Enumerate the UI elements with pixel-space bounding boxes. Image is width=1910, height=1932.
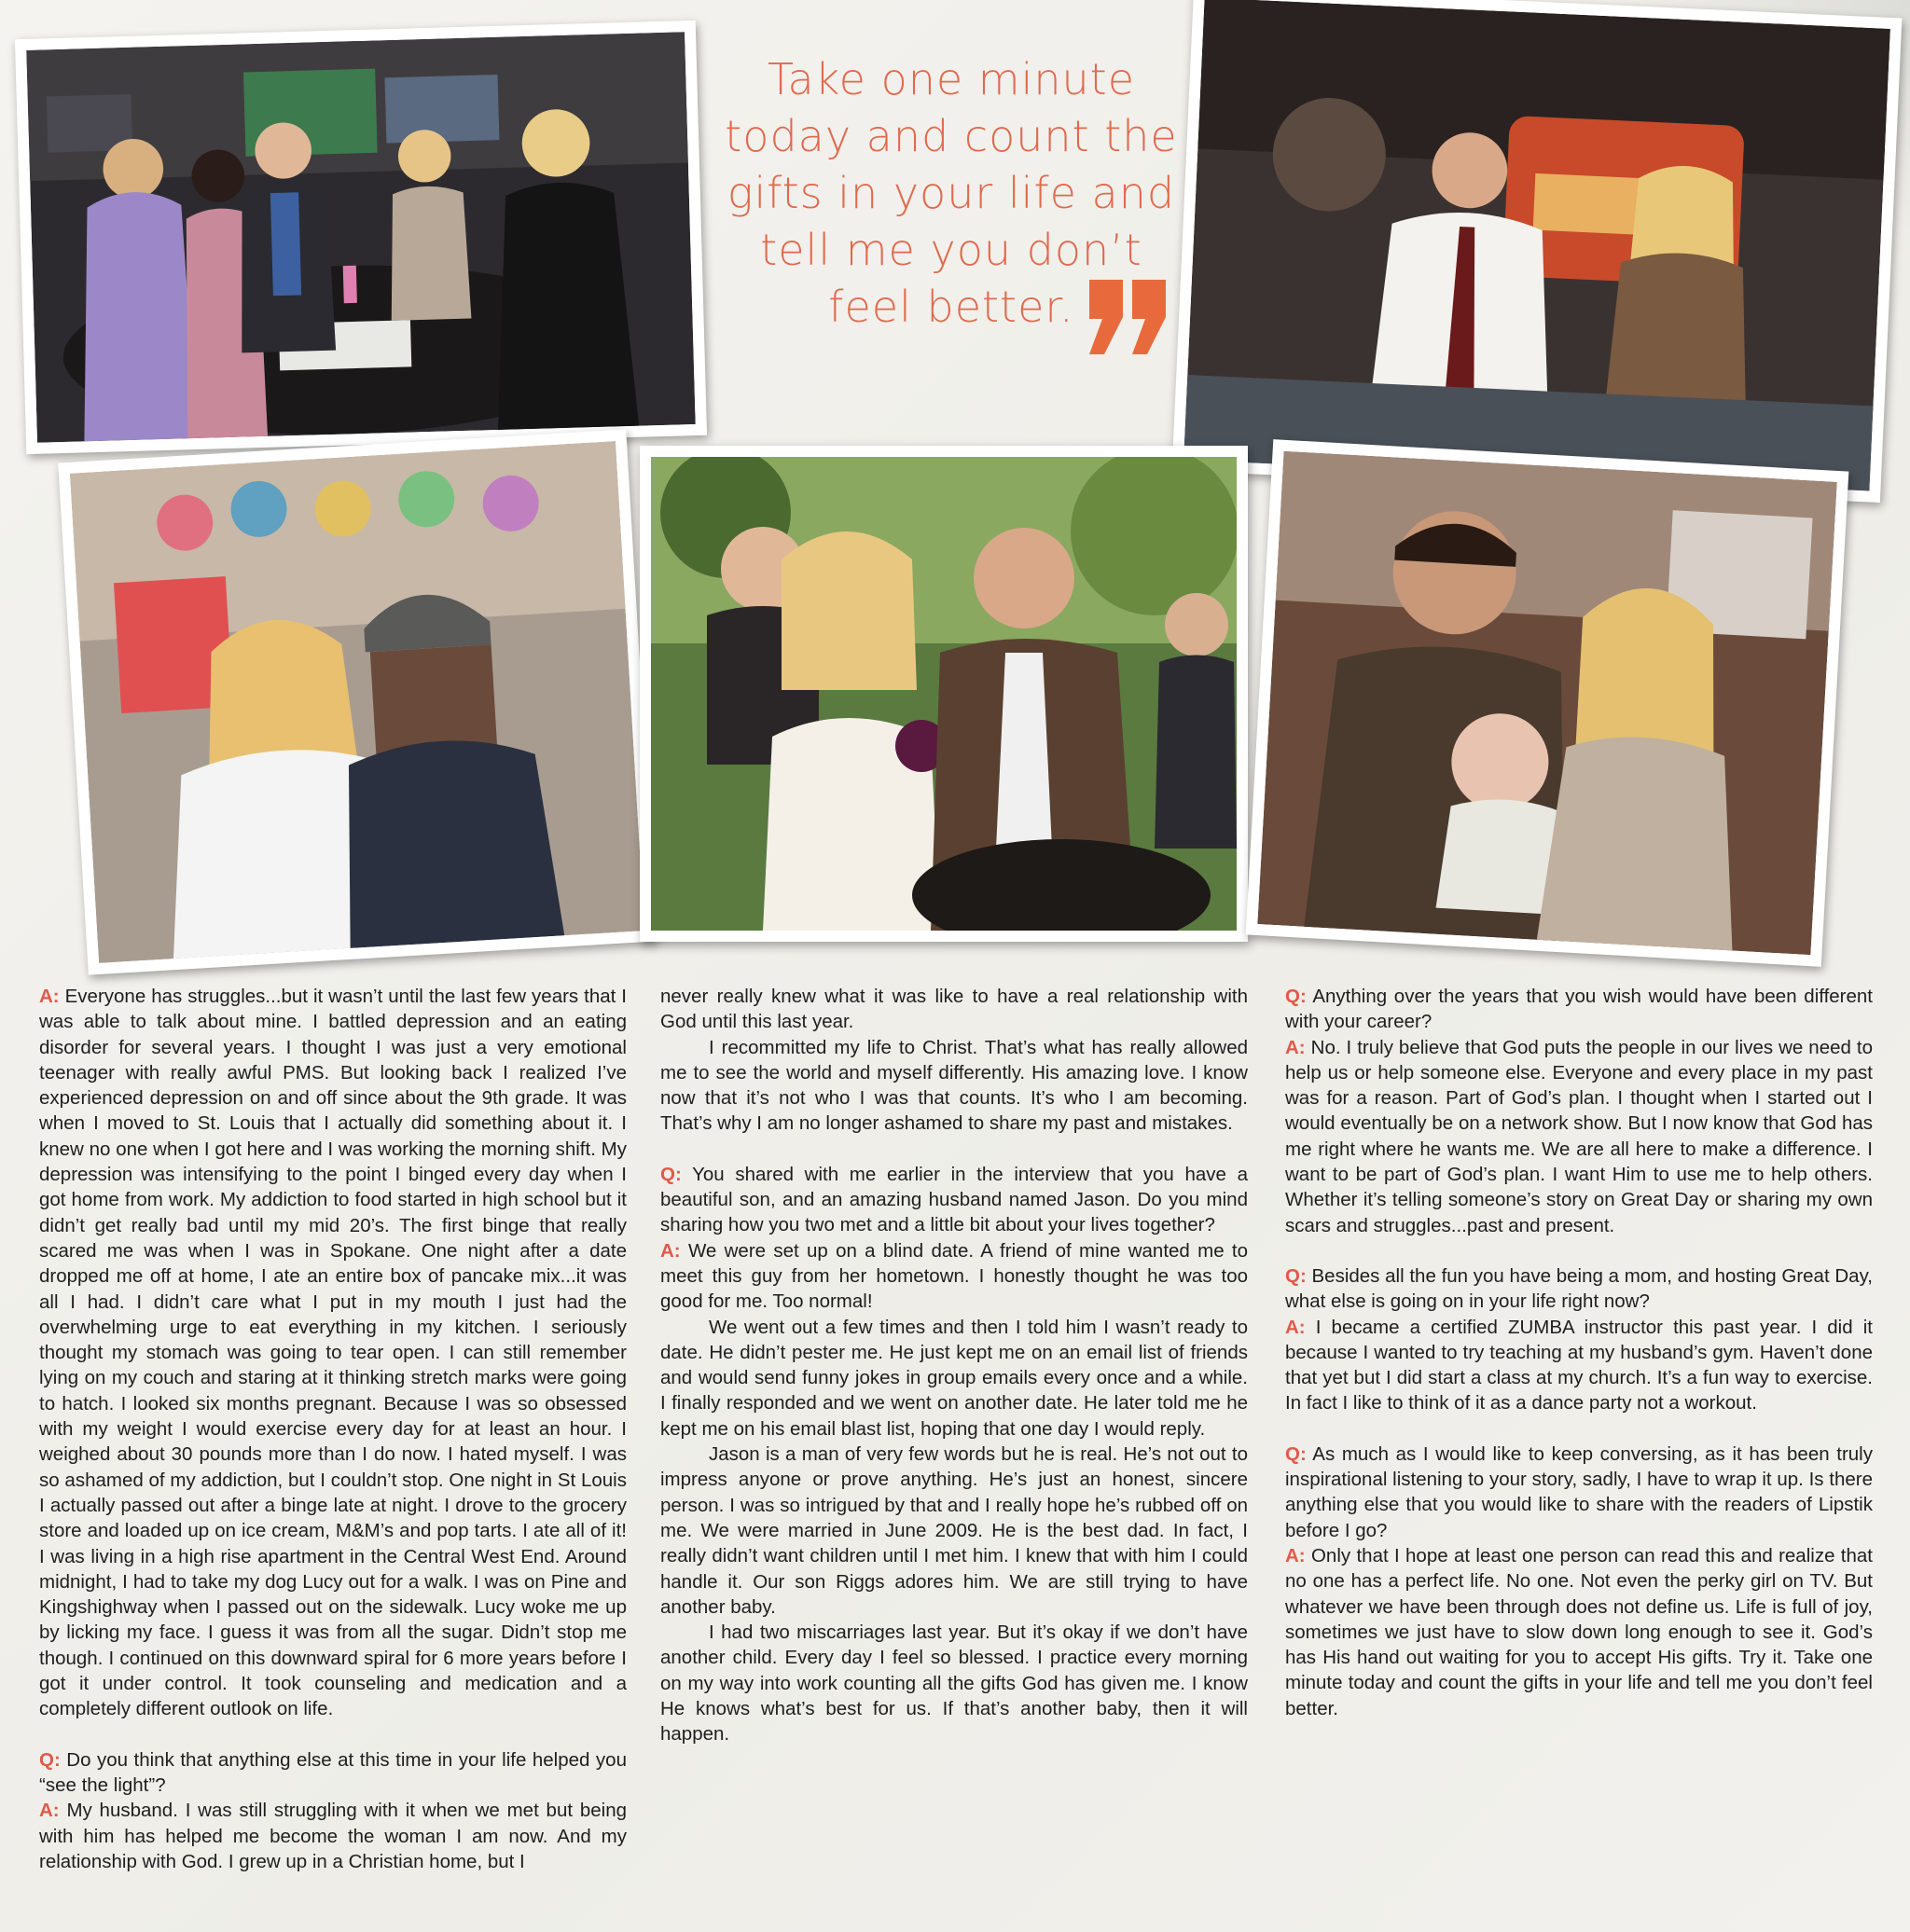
- answer-label: A:: [660, 1239, 681, 1262]
- body-paragraph: Jason is a man of very few words but he is real. He’s not out to impress anyone or prove anything. He’s just an honest, sincere person. I was so intrigued by that and I really hope he’s rubbed off on me. We were married in June 2009. He is the best dad. In fact, I really didn’t want children until I met him. I knew that with him I could handle it. Our son Riggs adores him. We are still trying to have another baby.: [660, 1443, 1248, 1618]
- body-paragraph: I recommitted my life to Christ. That’s what has really allowed me to see the world and myself differently. His amazing love. I know now that it’s not who I was that counts. It’s who I am becoming. That’s why I am no longer ashamed to share my past and mistakes.: [660, 1036, 1248, 1135]
- answer-text: Only that I hope at least one person can read this and realize that no one has a perfect life. No one. Not even the perky girl on TV. But whatever we have been through does not define us. Life is full of joy, sometimes we just have to slow down long enough to see it. God’s has His hand out waiting for you to accept His gifts. Try it. Take one minute today and count the gifts in your life and tell me you don’t feel better.: [1285, 1544, 1873, 1719]
- answer-label: A:: [39, 986, 60, 1007]
- body-paragraph: never really knew what it was like to have a real relationship with God until this last year.: [660, 986, 1248, 1033]
- answer-paragraph: [1285, 1035, 1873, 1238]
- answer-paragraph: [39, 984, 627, 1722]
- answer-text: I became a certified ZUMBA instructor this past year. I did it because I wanted to try teaching at my husband’s gym. Haven’t done that yet but I did start a class at my church. It’s a fun way to exercise. In fact I like to think of it as a dance party not a workout.: [1285, 1316, 1873, 1414]
- answer-paragraph: [1285, 1543, 1873, 1721]
- article-column-2: [660, 984, 1248, 1747]
- question-paragraph: [1285, 1263, 1873, 1315]
- answer-label: A:: [39, 1800, 60, 1822]
- question-label: Q:: [1285, 1442, 1307, 1465]
- question-label: Q:: [1285, 1264, 1307, 1287]
- answer-label: A:: [1285, 1036, 1306, 1058]
- question-text: Besides all the fun you have being a mom, and hosting Great Day, what else is going on in your life right now?: [1285, 1264, 1873, 1313]
- pull-quote-line: tell me you don’t: [760, 225, 1142, 275]
- pull-quote-line: Take one minute: [767, 54, 1136, 104]
- answer-text: No. I truly believe that God puts the people in our lives we need to help us or help someone else. Everyone and every place in my past was for a reason. Part of God’s plan. I thought when I started out I would eventually be on a network show. But I now know that God has me right where he wants me. We are all here to make a difference. I want to be part of God’s plan. I want Him to use me to help others. Whether it’s telling someone’s story on Great Day or sharing my own scars and struggles...past and present.: [1285, 1036, 1873, 1236]
- question-label: Q:: [39, 1748, 61, 1771]
- photo-family-with-baby: [1246, 439, 1849, 967]
- question-label: Q:: [1285, 986, 1307, 1007]
- closing-quote-icon: [1082, 280, 1175, 364]
- answer-paragraph: [39, 1798, 627, 1874]
- body-paragraph: We went out a few times and then I told him I wasn’t ready to date. He didn’t pester me. He just kept me on an email list of friends and would send funny jokes in group emails every once and a while. I finally responded and we went on another date. He later told me he kept me on his email blast list, hoping that one day I would reply.: [660, 1316, 1248, 1440]
- question-paragraph: [39, 1747, 627, 1799]
- photo-tv-hosts-set: [1172, 0, 1903, 503]
- answer-text: My husband. I was still struggling with it when we met but being with him has helped me become the woman I am now. And my relationship with God. I grew up in a Christian home, but I: [39, 1800, 627, 1872]
- photo-tv-studio-group: [15, 21, 707, 454]
- question-paragraph: [1285, 1442, 1873, 1543]
- answer-text: Everyone has struggles...but it wasn’t until the last few years that I was able to talk about mine. I battled depression and an eating disorder for several years. I thought I was just a very emotional teenager with really awful PMS. But looking back I realized I’ve experienced depression on and off since about the 9th grade. It was when I moved to St. Louis that I actually did something about it. I knew no one when I got here and I was working the morning shift. My depression was intensifying to the point I binged every day when I got home from work. My addiction to food started in high school but it didn’t get really bad until my mid 20’s. The first binge that really scared me was when I was in Spokane. One night after a date dropped me off at home, I ate an entire box of pancake mix...it was all I had. I didn’t care what I put in my mouth I just had the overwhelming urge to eat everything in my kitchen. I seriously thought my stomach was going to tear open. I can still remember lying on my couch and staring at it thinking stretch marks were going to hatch. I looked six months pregnant. Because I was so obsessed with my weight I would exercise every day for at least an hour. I weighed about 30 pounds more than I do now. I hated myself. I was so ashamed of my addiction, but I couldn’t stop. One night in St Louis I actually passed out after a binge late at night. I drove to the grocery store and loaded up on ice cream, M&M’s and pop tarts. I ate all of it! I was living in a high rise apartment in the Central West End. Around midnight, I had to take my dog Lucy out for a walk. I was on Pine and Kingshighway when I passed out on the sidewalk. Lucy woke me up by licking my face. I guess it was from all the sugar. Didn’t stop me though. I continued on this downward spiral for 6 more years before I got it under control. It took counseling and medication and a completely different outlook on life.: [39, 986, 628, 1720]
- pull-quote-line: gifts in your life and: [727, 168, 1176, 218]
- body-paragraph: I had two miscarriages last year. But it’s okay if we don’t have another child. Every day I feel so blessed. I practice every morning on my way into work counting all the gifts God has given me. I know He knows what’s best for us. If that’s another baby, then it will happen.: [660, 1622, 1248, 1746]
- answer-text: We were set up on a blind date. A friend of mine wanted me to meet this guy from her hometown. I honestly thought he was too good for me. Too normal!: [660, 1239, 1248, 1313]
- question-text: As much as I would like to keep conversing, as it has been truly inspirational listening to your story, sadly, I have to wrap it up. Is there anything else that you would like to share with the readers of Lipstik before I go?: [1285, 1442, 1873, 1541]
- answer-label: A:: [1285, 1544, 1306, 1566]
- photo-wedding-couple: [640, 446, 1248, 942]
- pull-quote-line: feel better.: [828, 282, 1074, 332]
- question-label: Q:: [660, 1163, 682, 1185]
- question-paragraph: [660, 1162, 1248, 1238]
- pull-quote-line: today and count the: [725, 111, 1178, 161]
- photo-two-women-store: [58, 429, 657, 974]
- answer-paragraph: [660, 1238, 1248, 1315]
- answer-paragraph: [1285, 1315, 1873, 1416]
- question-paragraph: [1285, 984, 1873, 1035]
- question-text: Do you think that anything else at this time in your life helped you “see the light”?: [39, 1748, 627, 1796]
- question-text: You shared with me earlier in the interview that you have a beautiful son, and an amazing husband named Jason. Do you mind sharing how you two met and a little bit about your lives together?: [660, 1163, 1248, 1236]
- answer-label: A:: [1285, 1316, 1306, 1338]
- article-column-3: [1285, 984, 1873, 1721]
- article-column-1: [39, 984, 627, 1874]
- question-text: Anything over the years that you wish would have been different with your career?: [1285, 986, 1873, 1033]
